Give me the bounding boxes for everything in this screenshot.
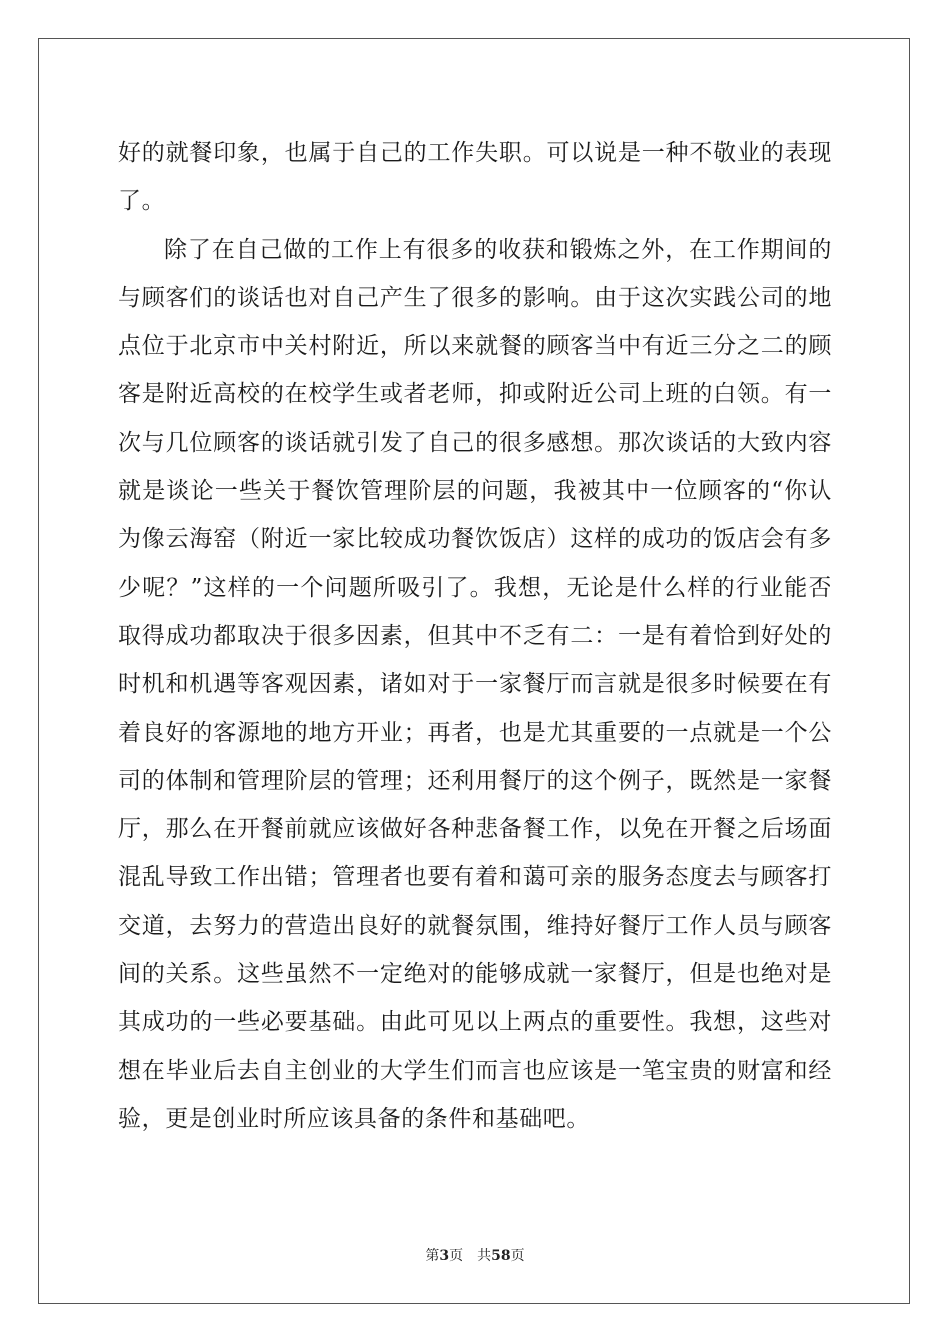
total-suffix: 页 (510, 1248, 525, 1264)
page-number: 3 (439, 1248, 450, 1264)
page-suffix: 页 (449, 1248, 464, 1264)
page-prefix: 第 (425, 1248, 440, 1264)
page-footer (0, 1245, 950, 1265)
paragraph-main: 除了在自己做的工作上有很多的收获和锻炼之外，在工作期间的与顾客们的谈话也对自己产生了很多的影响。由于这次实践公司的地点位于北京市中关村附近，所以来就餐的顾客当中有近三分之二的顾客是附近高校的在校学生或者老师，抑或附近公司上班的白领。有一次与几位顾客的谈话就引发了自己的很多感想。那次谈话的大致内容就是谈论一些关于餐饮管理阶层的问题，我被其中一位顾客的“你认为像云海窑（附近一家比较成功餐饮饭店）这样的成功的饭店会有多少呢？”这样的一个问题所吸引了。我想，无论是什么样的行业能否取得成功都取决于很多因素，但其中不乏有二：一是有着恰到好处的时机和机遇等客观因素，诸如对于一家餐厅而言就是很多时候要在有着良好的客源地的地方开业；再者，也是尤其重要的一点就是一个公司的体制和管理阶层的管理；还利用餐厅的这个例子，既然是一家餐厅，那么在开餐前就应该做好各种悲备餐工作，以免在开餐之后场面混乱导致工作出错；管理者也要有着和蔼可亲的服务态度去与顾客打交道，去努力的营造出良好的就餐氛围，维持好餐厅工作人员与顾客间的关系。这些虽然不一定绝对的能够成就一家餐厅，但是也绝对是其成功的一些必要基础。由此可见以上两点的重要性。我想，这些对想在毕业后去自主创业的大学生们而言也应该是一笔宝贵的财富和经验，更是创业时所应该具备的条件和基础吧。 (118, 236, 832, 1132)
paragraph-continuation: 好的就餐印象，也属于自己的工作失职。可以说是一种不敬业的表现了。 (118, 140, 832, 215)
total-pages: 58 (491, 1248, 511, 1264)
document-body (118, 129, 832, 1143)
total-prefix: 共 (477, 1248, 492, 1264)
